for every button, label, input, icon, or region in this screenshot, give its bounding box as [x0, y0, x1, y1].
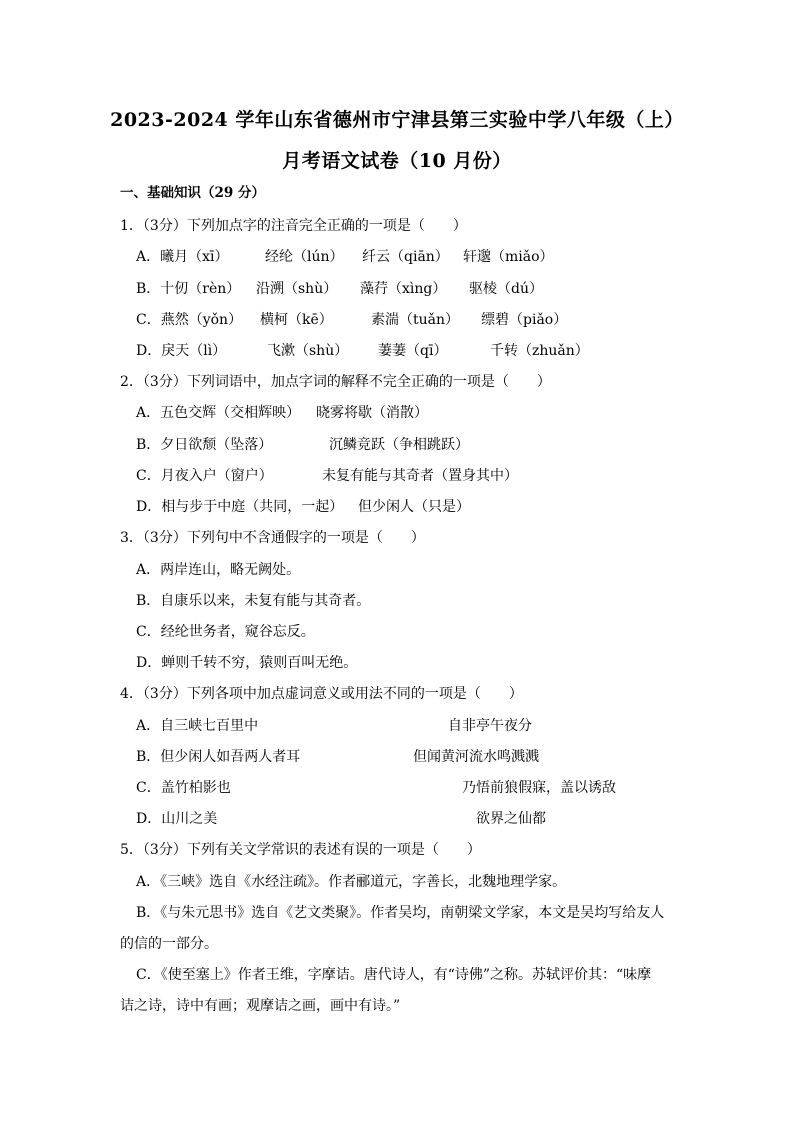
q4-d-item-2: 欲界之仙都	[476, 811, 546, 827]
q1-a-item-2: 经纶（lún）	[265, 249, 344, 265]
q2-d-item-2: 但少闲人（只是）	[358, 499, 470, 515]
question-2-stem: 2．（3分）下列词语中，加点字词的解释不完全正确的一项是（ ）	[120, 374, 551, 390]
q1-b-item-3: 藻荇（xìng）	[360, 281, 447, 297]
q4-c-item-1: C．盖竹柏影也	[136, 780, 231, 796]
question-5-stem: 5．（3分）下列有关文学常识的表述有误的一项是（ ）	[120, 842, 481, 858]
q2-b-item-2: 沉鳞竞跃（争相跳跃）	[329, 437, 469, 453]
q5-option-b-cont: 的信的一部分。	[120, 936, 218, 952]
q4-b-item-1: B．但少闲人如吾两人者耳	[136, 749, 301, 765]
q4-a-item-1: A．自三峡七百里中	[136, 718, 259, 734]
q3-option-d: D．蝉则千转不穷，猿则百叫无绝。	[136, 655, 358, 671]
q2-a-item-2: 晓雾将歇（消散）	[316, 405, 428, 421]
q3-option-a: A．两岸连山，略无阙处。	[136, 562, 301, 578]
q1-a-item-4: 轩邈（miǎo）	[463, 249, 554, 265]
q4-a-item-2: 自非亭午夜分	[448, 718, 532, 734]
q1-c-item-1: C．燕然（yǒn）	[136, 312, 243, 328]
q1-c-item-4: 缥碧（piǎo）	[481, 312, 568, 328]
question-3-stem: 3．（3分）下列句中不含通假字的一项是（ ）	[120, 530, 425, 546]
question-1-stem: 1．（3分）下列加点字的注音完全正确的一项是（ ）	[120, 218, 467, 234]
q4-b-item-2: 但闻黄河流水鸣溅溅	[413, 749, 539, 765]
q4-d-item-1: D．山川之美	[136, 811, 218, 827]
q1-b-item-2: 沿溯（shù）	[256, 281, 338, 297]
exam-title-line1: 2023-2024 学年山东省德州市宁津县第三实验中学八年级（上）	[110, 109, 684, 131]
question-4-stem: 4．（3分）下列各项中加点虚词意义或用法不同的一项是（ ）	[120, 686, 523, 702]
q2-c-item-1: C．月夜入户（窗户）	[136, 468, 273, 484]
q1-a-item-1: A．曦月（xī）	[136, 249, 229, 265]
q1-a-item-3: 纤云（qiān）	[362, 249, 449, 265]
exam-title-line2: 月考语文试卷（10 月份）	[282, 150, 512, 172]
q5-option-b: B．《与朱元思书》选自《艺文类聚》。作者吴均，南朝梁文学家，本文是吴均写给友人	[136, 905, 665, 921]
q2-b-item-1: B．夕日欲颓（坠落）	[136, 437, 273, 453]
q1-d-item-1: D．戾天（lì）	[136, 343, 227, 359]
q5-option-a: A．《三峡》选自《水经注疏》。作者郦道元，字善长，北魏地理学家。	[136, 874, 567, 890]
q2-a-item-1: A．五色交辉（交相辉映）	[136, 405, 301, 421]
q1-d-item-4: 千转（zhuǎn）	[490, 343, 589, 359]
q2-d-item-1: D．相与步于中庭（共同，一起）	[136, 499, 344, 515]
q1-c-item-3: 素湍（tuǎn）	[371, 312, 460, 328]
q1-b-item-1: B．十仞（rèn）	[136, 281, 241, 297]
q5-option-c: C．《使至塞上》作者王维，字摩诘。唐代诗人，有“诗佛”之称。苏轼评价其：“味摩	[136, 967, 652, 983]
q1-b-item-4: 驱棱（dú）	[469, 281, 543, 297]
q4-c-item-2: 乃悟前狼假寐，盖以诱敌	[462, 780, 616, 796]
q3-option-b: B．自康乐以来，未复有能与其奇者。	[136, 593, 371, 609]
q2-c-item-2: 未复有能与其奇者（置身其中）	[322, 468, 518, 484]
q1-c-item-2: 横柯（kē）	[260, 312, 333, 328]
section-heading: 一、基础知识（29 分）	[120, 185, 265, 201]
q3-option-c: C．经纶世务者，窥谷忘反。	[136, 624, 315, 640]
q1-d-item-2: 飞漱（shù）	[267, 343, 349, 359]
q1-d-item-3: 萋萋（qī）	[378, 343, 448, 359]
q5-option-c-cont: 诘之诗，诗中有画；观摩诘之画，画中有诗。”	[120, 998, 401, 1014]
